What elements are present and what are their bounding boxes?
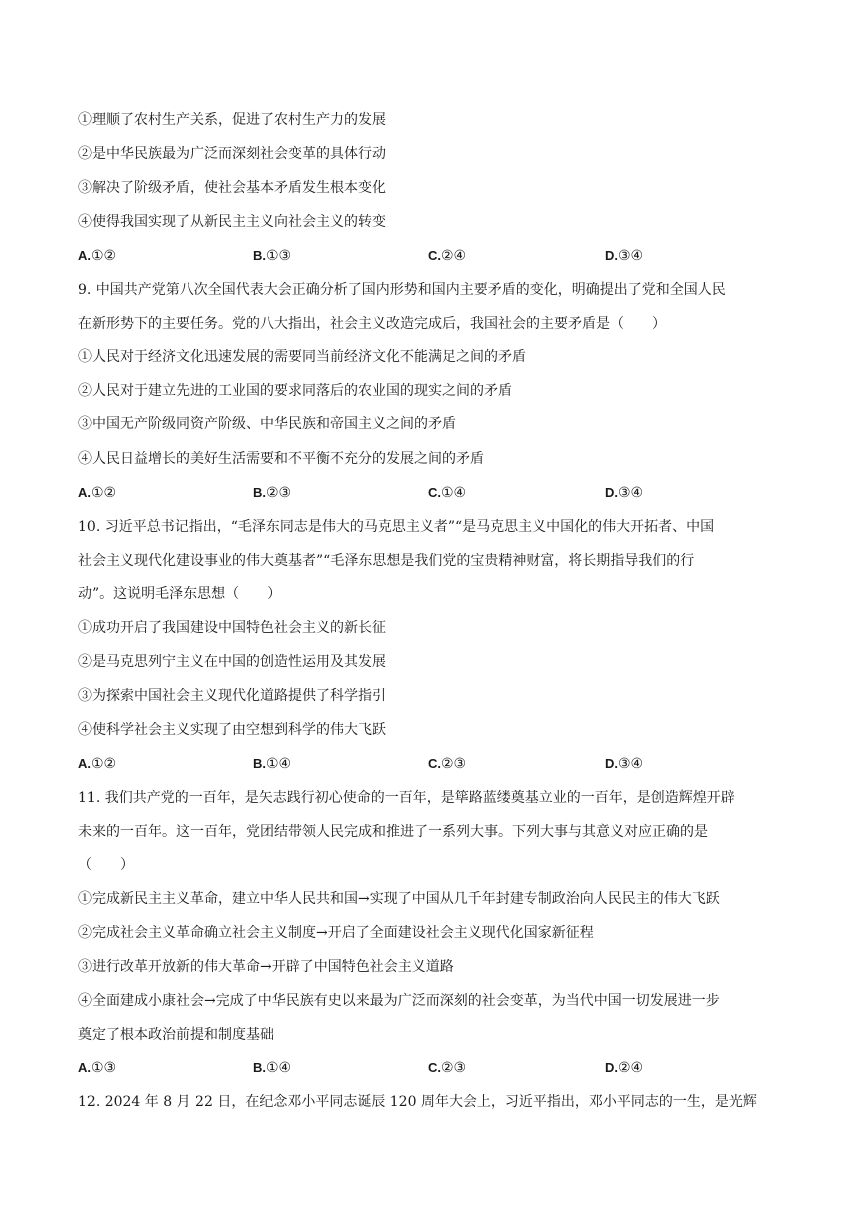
q10-option-a: A.①② bbox=[78, 756, 117, 772]
q9-stem-line-2: 在新形势下的主要任务。党的八大指出，社会主义改造完成后，我国社会的主要矛盾是（ ） bbox=[78, 316, 666, 332]
q11-stem-line-3: （ ） bbox=[78, 857, 134, 873]
q11-option-c: C.②③ bbox=[428, 1060, 467, 1076]
q11-item-2: ②完成社会主义革命确立社会主义制度→开启了全面建设社会主义现代化国家新征程 bbox=[78, 925, 594, 941]
q9-item-1: ①人民对于经济文化迅速发展的需要同当前经济文化不能满足之间的矛盾 bbox=[78, 349, 526, 365]
q11-option-a: A.①③ bbox=[78, 1060, 117, 1076]
q10-stem-line-3: 动”。这说明毛泽东思想（ ） bbox=[78, 586, 282, 602]
q11-item-1: ①完成新民主主义革命，建立中华人民共和国→实现了中国从几千年封建专制政治向人民民主的伟大飞跃 bbox=[78, 891, 720, 907]
q10-item-4: ④使科学社会主义实现了由空想到科学的伟大飞跃 bbox=[78, 722, 386, 738]
q10-stem-line-2: 社会主义现代化建设事业的伟大奠基者”“毛泽东思想是我们党的宝贵精神财富，将长期指导我们的行 bbox=[78, 553, 695, 569]
q8-item-1: ①理顺了农村生产关系，促进了农村生产力的发展 bbox=[78, 112, 386, 128]
q11-item-3: ③进行改革开放新的伟大革命→开辟了中国特色社会主义道路 bbox=[78, 959, 454, 975]
q10-item-1: ①成功开启了我国建设中国特色社会主义的新长征 bbox=[78, 620, 386, 636]
q9-option-c: C.①④ bbox=[428, 485, 467, 501]
q10-option-c: C.②③ bbox=[428, 756, 467, 772]
q9-item-3: ③中国无产阶级同资产阶级、中华民族和帝国主义之间的矛盾 bbox=[78, 416, 456, 432]
q8-item-2: ②是中华民族最为广泛而深刻社会变革的具体行动 bbox=[78, 146, 386, 162]
q11-item-4-continued: 奠定了根本政治前提和制度基础 bbox=[78, 1027, 274, 1043]
q9-stem-line-1: 9. 中国共产党第八次全国代表大会正确分析了国内形势和国内主要矛盾的变化，明确提出了党和全国人民 bbox=[78, 282, 726, 298]
q8-option-b: B.①③ bbox=[253, 248, 292, 264]
q10-option-b: B.①④ bbox=[253, 756, 292, 772]
q11-stem-line-2: 未来的一百年。这一百年，党团结带领人民完成和推进了一系列大事。下列大事与其意义对应正确的是 bbox=[78, 824, 708, 840]
q9-item-4: ④人民日益增长的美好生活需要和不平衡不充分的发展之间的矛盾 bbox=[78, 451, 484, 467]
q10-stem-line-1: 10. 习近平总书记指出，“毛泽东同志是伟大的马克思主义者”“是马克思主义中国化的伟大开拓者、中国 bbox=[78, 519, 715, 535]
q9-item-2: ②人民对于建立先进的工业国的要求同落后的农业国的现实之间的矛盾 bbox=[78, 383, 512, 399]
q8-option-d: D.③④ bbox=[605, 248, 644, 264]
q12-stem-line-1: 12. 2024 年 8 月 22 日，在纪念邓小平同志诞辰 120 周年大会上，习近平指出，邓小平同志的一生，是光辉 bbox=[78, 1094, 757, 1110]
q9-option-b: B.②③ bbox=[253, 485, 292, 501]
q11-options bbox=[78, 1058, 790, 1078]
q9-option-d: D.③④ bbox=[605, 485, 644, 501]
q11-option-b: B.①④ bbox=[253, 1060, 292, 1076]
q10-item-3: ③为探索中国社会主义现代化道路提供了科学指引 bbox=[78, 688, 386, 704]
q8-option-c: C.②④ bbox=[428, 248, 467, 264]
q11-item-4: ④全面建成小康社会→完成了中华民族有史以来最为广泛而深刻的社会变革，为当代中国一切发展进一步 bbox=[78, 993, 720, 1009]
q10-item-2: ②是马克思列宁主义在中国的创造性运用及其发展 bbox=[78, 654, 386, 670]
q11-stem-line-1: 11. 我们共产党的一百年，是矢志践行初心使命的一百年，是筚路蓝缕奠基立业的一百年，是创造辉煌开辟 bbox=[78, 790, 735, 806]
q8-item-4: ④使得我国实现了从新民主主义向社会主义的转变 bbox=[78, 214, 386, 230]
q9-options bbox=[78, 483, 790, 503]
q8-item-3: ③解决了阶级矛盾，使社会基本矛盾发生根本变化 bbox=[78, 180, 386, 196]
q9-option-a: A.①② bbox=[78, 485, 117, 501]
q11-option-d: D.②④ bbox=[605, 1060, 644, 1076]
q10-options bbox=[78, 754, 790, 774]
q8-option-a: A.①② bbox=[78, 248, 117, 264]
q8-options bbox=[78, 246, 790, 266]
q10-option-d: D.③④ bbox=[605, 756, 644, 772]
